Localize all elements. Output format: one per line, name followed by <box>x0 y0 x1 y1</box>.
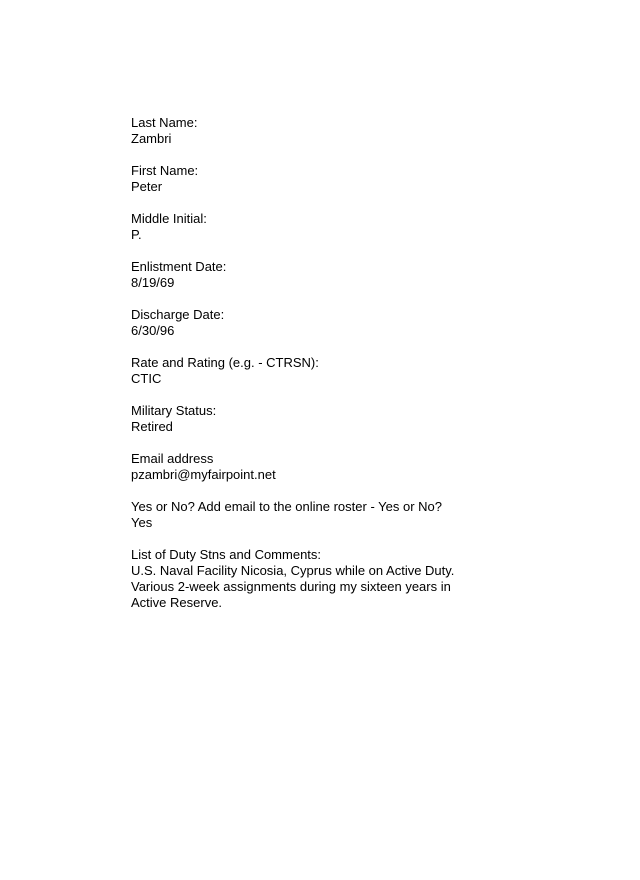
field-value: CTIC <box>131 371 162 386</box>
field-label: First Name: <box>131 163 199 178</box>
field-middle-initial <box>131 211 491 243</box>
field-value-line: U.S. Naval Facility Nicosia, Cyprus while on Active Duty. <box>131 563 455 578</box>
field-military-status <box>131 403 491 435</box>
field-duty-stations-comments <box>131 547 491 611</box>
document-page <box>131 115 491 627</box>
field-value: 6/30/96 <box>131 323 175 338</box>
field-value: P. <box>131 227 142 242</box>
field-label: Middle Initial: <box>131 211 207 226</box>
field-label: Rate and Rating (e.g. - CTRSN): <box>131 355 319 370</box>
field-label: Last Name: <box>131 115 198 130</box>
field-value: Retired <box>131 419 173 434</box>
field-last-name <box>131 115 491 147</box>
field-label: Email address <box>131 451 214 466</box>
field-value: pzambri@myfairpoint.net <box>131 467 276 482</box>
field-value-line: Various 2-week assignments during my sixteen years in <box>131 579 451 594</box>
field-rate-and-rating <box>131 355 491 387</box>
field-discharge-date <box>131 307 491 339</box>
field-label: Military Status: <box>131 403 217 418</box>
field-value: Yes <box>131 515 153 530</box>
field-add-email-to-roster <box>131 499 491 531</box>
field-enlistment-date <box>131 259 491 291</box>
field-value: 8/19/69 <box>131 275 175 290</box>
field-value: Zambri <box>131 131 172 146</box>
field-label: Discharge Date: <box>131 307 225 322</box>
field-value: Peter <box>131 179 163 194</box>
field-email-address <box>131 451 491 483</box>
field-label: Yes or No? Add email to the online roster - Yes or No? <box>131 499 442 514</box>
field-value-line: Active Reserve. <box>131 595 223 610</box>
field-first-name <box>131 163 491 195</box>
field-label: List of Duty Stns and Comments: <box>131 547 322 562</box>
field-label: Enlistment Date: <box>131 259 227 274</box>
